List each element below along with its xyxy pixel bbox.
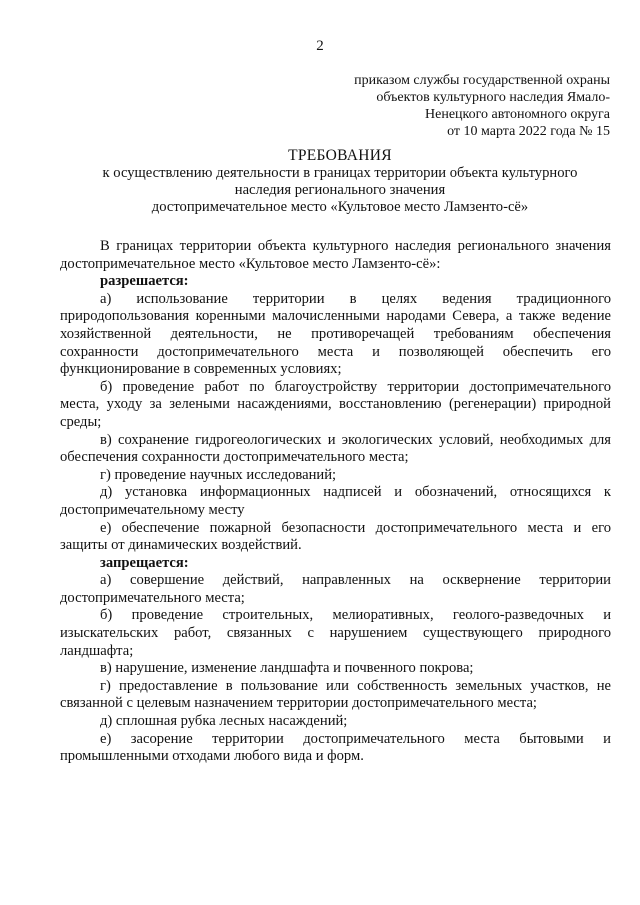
prohibited-item: в) нарушение, изменение ландшафта и почвенного покрова; — [100, 660, 474, 677]
allowed-heading: разрешается: — [100, 273, 189, 290]
title-line: наследия регионального значения — [234, 182, 446, 198]
order-reference-line: Ненецкого автономного округа — [425, 107, 610, 122]
allowed-item: д) установка информационных надписей и обозначений, относящихся к достопримечательному месту — [60, 484, 611, 518]
prohibited-item: е) засорение территории достопримечательного места бытовыми и промышленными отходами любого вида и форм. — [60, 730, 611, 765]
allowed-item: б) проведение работ по благоустройству территории достопримечательного места, уходу за зелеными насаждениями, восстановлению (регенерации) природной среды; — [60, 378, 611, 430]
allowed-item: а) использование территории в целях ведения традиционного природопользования коренными малочисленными народами Севера, а также ведение хозяйственной деятельности, не противоречащей требованиям обеспечения сохранности достопримечательного места и позволяющей обеспечить его функционирование в современных условиях; — [60, 290, 611, 378]
title-line: к осуществлению деятельности в границах территории объекта культурного — [102, 165, 578, 181]
allowed-item: е) обеспечение пожарной безопасности достопримечательного места и его защиты от динамических воздействий. — [60, 519, 611, 554]
prohibited-item: д) сплошная рубка лесных насаждений; — [100, 713, 348, 730]
prohibited-item: г) предоставление в пользование или собственность земельных участков, не связанной с целевым назначением территории достопримечательного места; — [60, 677, 611, 712]
allowed-item: г) проведение научных исследований; — [100, 466, 337, 483]
order-reference-line: от 10 марта 2022 года № 15 — [447, 124, 610, 139]
prohibited-item: б) проведение строительных, мелиоративных, геолого-разведочных и изыскательских работ, связанных с нарушением существующего природного ландшафта; — [60, 607, 611, 659]
document-body — [60, 238, 611, 766]
prohibited-heading: запрещается: — [100, 554, 189, 571]
intro-paragraph: В границах территории объекта культурного наследия регионального значения достопримечательное место «Культовое место Ламзенто-сё»: — [60, 238, 611, 272]
title-line: достопримечательное место «Культовое место Ламзенто-сё» — [151, 199, 529, 215]
title-main: ТРЕБОВАНИЯ — [288, 147, 392, 164]
order-reference-line: приказом службы государственной охраны — [354, 73, 610, 88]
order-reference-line: объектов культурного наследия Ямало- — [376, 90, 610, 105]
allowed-item: в) сохранение гидрогеологических и экологических условий, необходимых для обеспечения сохранности достопримечательного места; — [60, 431, 611, 466]
page-number: 2 — [316, 38, 324, 54]
prohibited-item: а) совершение действий, направленных на осквернение территории достопримечательного места; — [60, 572, 611, 606]
document-title — [60, 147, 620, 216]
order-reference — [310, 72, 610, 140]
